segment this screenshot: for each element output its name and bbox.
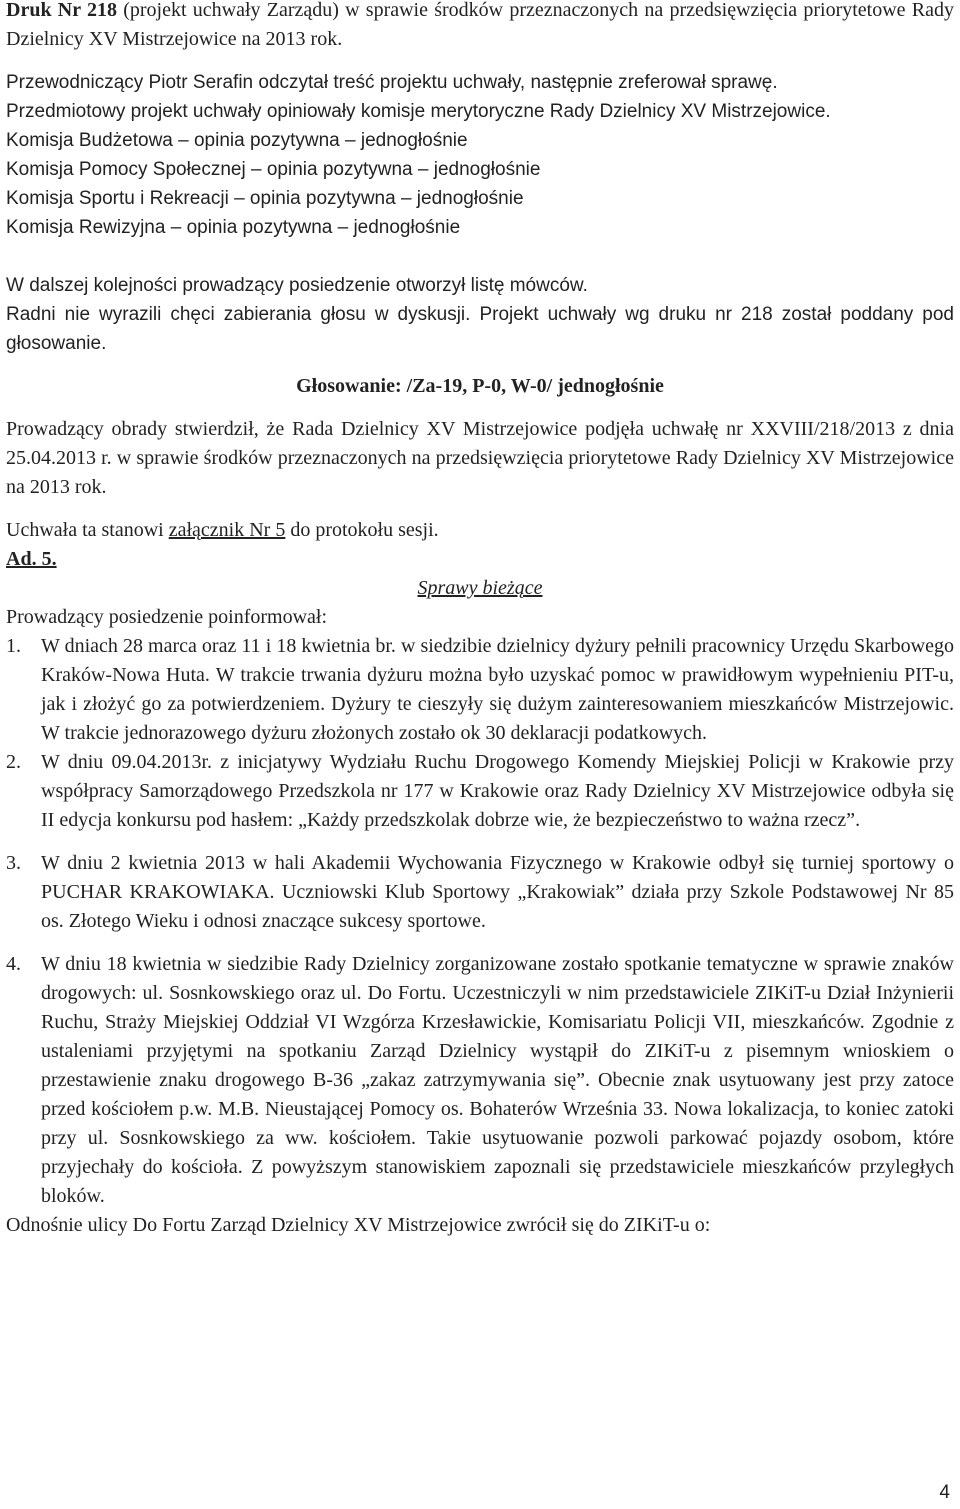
intro-paragraph-1: Przewodniczący Piotr Serafin odczytał treść projektu uchwały, następnie zreferował sprawę. xyxy=(6,72,778,93)
list-item-text: W dniu 09.04.2013r. z inicjatywy Wydziału Ruchu Drogowego Komendy Miejskiej Policji w Krakowie przy współpracy Samorządowego Przedszkola nr 177 w Krakowie oraz Rady Dzielnicy XV Mistrzejowice odbyła się II edycja konkursu pod hasłem: „Każdy przedszkolak dobrze wie, że bezpieczeństwo to ważna rzecz”. xyxy=(41,751,954,831)
announcements-list xyxy=(6,632,954,1211)
resolution-paragraph: Prowadzący obrady stwierdził, że Rada Dzielnicy XV Mistrzejowice podjęła uchwałę nr XXVIII/218/2013 z dnia 25.04.2013 r. w sprawie środków przeznaczonych na przedsięwzięcia priorytetowe Rady Dzielnicy XV Mistrzejowice na 2013 rok. xyxy=(6,418,954,498)
attachment-text-after: do protokołu sesji. xyxy=(285,519,439,541)
list-item xyxy=(6,748,954,835)
attachment-line xyxy=(6,516,954,545)
intro-paragraph-2: Przedmiotowy projekt uchwały opiniowały komisje merytoryczne Rady Dzielnicy XV Mistrzejowice. xyxy=(6,101,831,122)
attachment-link[interactable]: załącznik Nr 5 xyxy=(168,519,286,541)
section-title: Sprawy bieżące xyxy=(417,577,543,599)
list-item xyxy=(6,632,954,748)
opinion-line: Komisja Sportu i Rekreacji – opinia pozytywna – jednogłośnie xyxy=(6,188,524,209)
vote-result: Głosowanie: /Za-19, P-0, W-0/ jednogłośnie xyxy=(296,375,664,397)
attachment-text-before: Uchwała ta stanowi xyxy=(6,519,169,541)
list-item-text: W dniu 18 kwietnia w siedzibie Rady Dzielnicy zorganizowane zostało spotkanie tematyczne w sprawie znaków drogowych: ul. Sosnkowskiego oraz ul. Do Fortu. Uczestniczyli w nim przedstawiciele ZIKiT-u Dział Inżynierii Ruchu, Straży Miejskiej Oddział VI Wzgórza Krzesławickie, Komisariatu Policji VII, mieszkańców. Zgodnie z ustaleniami przyjętymi na spotkaniu Zarząd Dzielnicy wystąpił do ZIKiT-u z pisemnym wnioskiem o przestawienie znaku drogowego B-36 „zakaz zatrzymywania się”. Obecnie znak usytuowany jest przy zatoce przed kościołem p.w. M.B. Nieustającej Pomocy os. Bohaterów Września 33. Nowa lokalizacja, to koniec zatoki przy ul. Sosnkowskiego za ww. kościołem. Takie usytuowanie pozwoli parkować pojazdy osobom, które przyjechały do kościoła. Z powyższym stanowiskiem zapoznali się przedstawiciele mieszkańców przyległych bloków. xyxy=(41,953,954,1207)
discussion-line-1: W dalszej kolejności prowadzący posiedzenie otworzył listę mówców. xyxy=(6,275,588,296)
list-item-number: 2. xyxy=(6,751,21,773)
intro-block xyxy=(6,68,954,358)
list-item-number: 4. xyxy=(6,953,21,975)
list-item-text: W dniach 28 marca oraz 11 i 18 kwietnia br. w siedzibie dzielnicy dyżury pełnili pracownicy Urzędu Skarbowego Kraków-Nowa Huta. W trakcie trwania dyżuru można było uzyskać pomoc w prawidłowym wypełnieniu PIT-u, jak i złożyć go za potwierdzeniem. Dyżury te cieszyły się dużym zainteresowaniem mieszkańców Mistrzejowic. W trakcie jednorazowego dyżuru złożonych zostało ok 30 deklaracji podatkowych. xyxy=(41,635,954,744)
agenda-item-number: Ad. 5. xyxy=(6,548,57,570)
druk-description: (projekt uchwały Zarządu) w sprawie środków przeznaczonych na przedsięwzięcia priorytetowe Rady Dzielnicy XV Mistrzejowice na 2013 rok. xyxy=(6,0,954,50)
page-number: 4 xyxy=(939,1482,950,1503)
list-item-number: 3. xyxy=(6,852,21,874)
list-item-number: 1. xyxy=(6,635,21,657)
list-item xyxy=(6,950,954,1211)
druk-paragraph xyxy=(6,0,954,54)
discussion-vote-intro: Projekt uchwały wg druku nr 218 został poddany pod głosowanie. xyxy=(6,304,954,354)
list-item-text: W dniu 2 kwietnia 2013 w hali Akademii Wychowania Fizycznego w Krakowie odbył się turniej sportowy o PUCHAR KRAKOWIAKA. Uczniowski Klub Sportowy „Krakowiak” działa przy Szkole Podstawowej Nr 85 os. Złotego Wieku i odnosi znaczące sukcesy sportowe. xyxy=(41,852,954,932)
section-lead: Prowadzący posiedzenie poinformował: xyxy=(6,606,328,628)
opinion-line: Komisja Budżetowa – opinia pozytywna – jednogłośnie xyxy=(6,130,468,151)
opinion-line: Komisja Pomocy Społecznej – opinia pozytywna – jednogłośnie xyxy=(6,159,541,180)
list-item xyxy=(6,849,954,936)
discussion-line-2 xyxy=(6,300,954,358)
discussion-no-speakers: Radni nie wyrazili chęci zabierania głosu w dyskusji. xyxy=(6,304,471,325)
druk-label: Druk Nr 218 xyxy=(6,0,117,21)
document-page xyxy=(6,0,954,1240)
closing-paragraph: Odnośnie ulicy Do Fortu Zarząd Dzielnicy XV Mistrzejowice zwrócił się do ZIKiT-u o: xyxy=(6,1214,711,1236)
opinion-line: Komisja Rewizyjna – opinia pozytywna – jednogłośnie xyxy=(6,217,461,238)
